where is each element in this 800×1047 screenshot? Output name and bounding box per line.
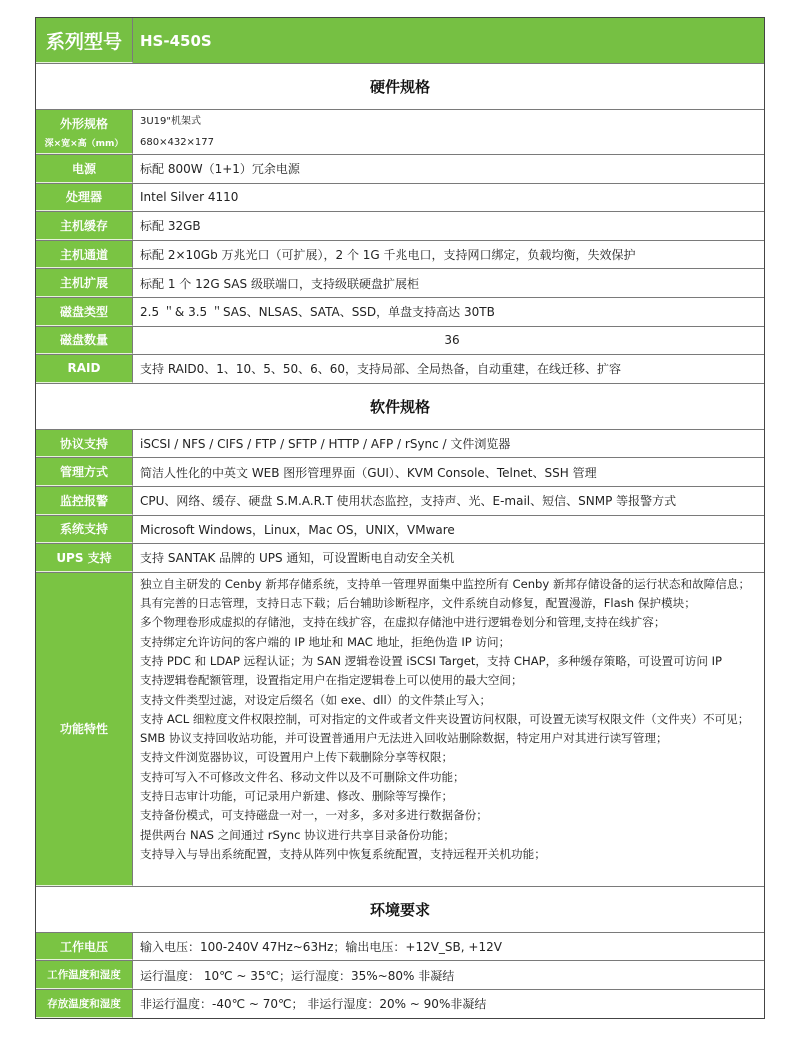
spec-value: 非运行温度：-40℃ ~ 70℃； 非运行湿度：20% ~ 90%非凝结 [140, 997, 487, 1012]
model-name: HS-450S [133, 18, 764, 63]
spec-table [35, 17, 765, 1019]
feature-line: 支持可写入不可修改文件名、移动文件以及不可删除文件功能； [140, 769, 465, 784]
feature-line: 支持 PDC 和 LDAP 远程认证；为 SAN 逻辑卷设置 iSCSI Target，支持 CHAP，多种缓存策略，可设置可访问 IP [140, 653, 723, 668]
dimensions-sublabel: 深×宽×高（mm） [44, 138, 124, 149]
spec-row-cpu [36, 183, 764, 212]
feature-line: 多个物理卷形成虚拟的存储池，支持在线扩容，在虚拟存储池中进行逻辑卷划分和管理,支持在线扩容； [140, 615, 666, 630]
feature-line: 支持日志审计功能，可记录用户新建、修改、删除等写操作； [140, 788, 454, 803]
spec-row-expansion [36, 268, 764, 297]
spec-row-ups [36, 543, 764, 572]
feature-line: 支持备份模式，可支持磁盘一对一，一对多，多对多进行数据备份； [140, 808, 488, 823]
spec-value: 简洁人性化的中英文 WEB 图形管理界面（GUI）、KVM Console、Telnet、SSH 管理 [140, 465, 597, 480]
spec-label: 电源 [36, 155, 133, 183]
spec-label: 工作温度和湿度 [36, 961, 133, 989]
dimensions-value [133, 110, 764, 154]
spec-row-power [36, 154, 764, 183]
dimensions-label [36, 110, 133, 154]
feature-line: 支持导入与导出系统配置，支持从阵列中恢复系统配置，支持远程开关机功能； [140, 846, 546, 861]
spec-label: 管理方式 [36, 458, 133, 486]
spec-label: 主机扩展 [36, 269, 133, 297]
spec-value: Microsoft Windows，Linux，Mac OS，UNIX，VMware [140, 522, 455, 537]
spec-row-cache [36, 211, 764, 240]
feature-line: 支持 ACL 细粒度文件权限控制，可对指定的文件或者文件夹设置访问权限，可设置无读写权限文件（文件夹）不可见； [140, 711, 750, 726]
spec-value: CPU、网络、缓存、硬盘 S.M.A.R.T 使用状态监控，支持声、光、E-mail、短信、SNMP 等报警方式 [140, 494, 677, 509]
software-heading: 软件规格 [36, 383, 764, 429]
spec-label: 系统支持 [36, 516, 133, 544]
feature-line: 具有完善的日志管理，支持日志下载；后台辅助诊断程序，文件系统自动修复，配置漫游，Flash 保护模块； [140, 596, 696, 611]
spec-value: iSCSI / NFS / CIFS / FTP / SFTP / HTTP / AFP / rSync / 文件浏览器 [140, 437, 511, 452]
series-model-label: 系列型号 [36, 18, 133, 63]
spec-value: 支持 SANTAK 品牌的 UPS 通知，可设置断电自动安全关机 [140, 551, 455, 566]
spec-value: 2.5 ＂& 3.5 ＂SAS、NLSAS、SATA、SSD，单盘支持高达 30TB [140, 305, 495, 320]
spec-row-protocols [36, 429, 764, 458]
hardware-heading: 硬件规格 [36, 63, 764, 109]
spec-label: RAID [36, 355, 133, 383]
spec-value: 运行温度： 10℃ ~ 35℃；运行湿度：35%~80% 非凝结 [140, 968, 455, 983]
spec-row-os-support [36, 515, 764, 544]
spec-row-disk-count [36, 326, 764, 355]
title-row [36, 18, 764, 63]
features-list [133, 573, 764, 886]
spec-value: 标配 1 个 12G SAS 级联端口，支持级联硬盘扩展柜 [140, 276, 419, 291]
spec-value: 标配 800W（1+1）冗余电源 [140, 162, 300, 177]
spec-label: UPS 支持 [36, 544, 133, 572]
spec-label: 磁盘类型 [36, 298, 133, 326]
feature-line: 提供两台 NAS 之间通过 rSync 协议进行共享目录备份功能； [140, 827, 455, 842]
spec-row-voltage [36, 932, 764, 961]
spec-value: Intel Silver 4110 [140, 190, 239, 205]
features-row [36, 572, 764, 886]
spec-label: 主机缓存 [36, 212, 133, 240]
feature-line: SMB 协议支持回收站功能，并可设置普通用户无法进入回收站删除数据，特定用户对其进行读写管理； [140, 731, 668, 746]
spec-label: 主机通道 [36, 241, 133, 269]
form-factor-value: 3U19"机架式 [140, 116, 202, 127]
spec-row-monitoring [36, 486, 764, 515]
spec-row-raid [36, 354, 764, 383]
spec-label: 监控报警 [36, 487, 133, 515]
spec-label: 存放温度和湿度 [36, 990, 133, 1018]
spec-value: 标配 2×10Gb 万兆光口（可扩展），2 个 1G 千兆电口，支持网口绑定，负载均衡，失效保护 [140, 248, 636, 263]
spec-label: 协议支持 [36, 430, 133, 458]
feature-line: 支持文件浏览器协议，可设置用户上传下载删除分享等权限； [140, 750, 454, 765]
spec-row-storage-temp [36, 989, 764, 1018]
size-value: 680×432×177 [140, 137, 215, 148]
feature-line: 支持绑定允许访问的客户端的 IP 地址和 MAC 地址，拒绝伪造 IP 访问； [140, 634, 511, 649]
spec-row-management [36, 457, 764, 486]
spec-value: 支持 RAID0、1、10、5、50、6、60，支持局部、全局热备，自动重建，在线迁移、扩容 [140, 362, 622, 377]
spec-row-host-channel [36, 240, 764, 269]
environment-heading: 环境要求 [36, 886, 764, 932]
spec-row-disk-type [36, 297, 764, 326]
dimensions-row [36, 109, 764, 154]
spec-value: 输入电压：100-240V 47Hz~63Hz；输出电压：+12V_SB, +12V [140, 940, 502, 955]
spec-row-operating-temp [36, 960, 764, 989]
spec-value: 标配 32GB [140, 219, 201, 234]
dimensions-label-text: 外形规格 [59, 116, 108, 131]
spec-value: 36 [444, 333, 460, 348]
feature-line: 独立自主研发的 Cenby 新邦存储系统，支持单一管理界面集中监控所有 Cenby 新邦存储设备的运行状态和故障信息； [140, 576, 751, 591]
features-label: 功能特性 [36, 573, 133, 886]
spec-label: 处理器 [36, 184, 133, 212]
feature-line: 支持文件类型过滤，对设定后缀名（如 exe、dll）的文件禁止写入； [140, 692, 492, 707]
spec-label: 磁盘数量 [36, 327, 133, 355]
spec-label: 工作电压 [36, 933, 133, 961]
feature-line: 支持逻辑卷配额管理，设置指定用户在指定逻辑卷上可以使用的最大空间； [140, 673, 523, 688]
